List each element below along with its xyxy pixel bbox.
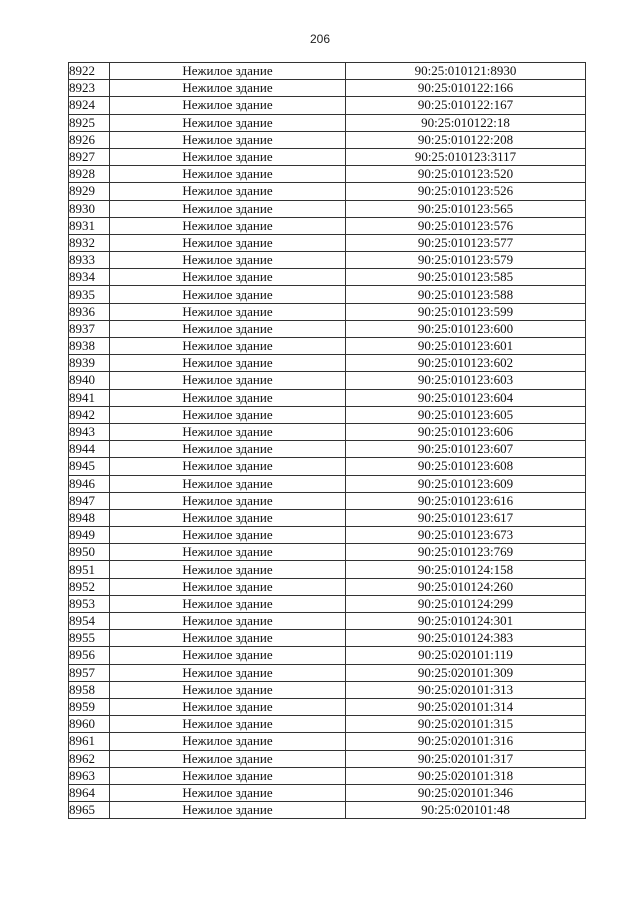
row-number-cell: 8951 xyxy=(69,561,110,578)
cadastral-number-cell: 90:25:020101:314 xyxy=(346,698,586,715)
object-type-cell: Нежилое здание xyxy=(110,166,346,183)
table-row xyxy=(69,492,586,509)
object-type-cell: Нежилое здание xyxy=(110,148,346,165)
table-row xyxy=(69,303,586,320)
cadastral-number-cell: 90:25:020101:318 xyxy=(346,767,586,784)
cadastral-number-cell: 90:25:020101:48 xyxy=(346,802,586,819)
object-type-cell: Нежилое здание xyxy=(110,492,346,509)
row-number-cell: 8944 xyxy=(69,441,110,458)
cadastral-number-cell: 90:25:010122:18 xyxy=(346,114,586,131)
object-type-cell: Нежилое здание xyxy=(110,750,346,767)
object-type-cell: Нежилое здание xyxy=(110,80,346,97)
object-type-cell: Нежилое здание xyxy=(110,664,346,681)
table-row xyxy=(69,389,586,406)
row-number-cell: 8956 xyxy=(69,647,110,664)
object-type-cell: Нежилое здание xyxy=(110,131,346,148)
cadastral-number-cell: 90:25:010123:601 xyxy=(346,338,586,355)
object-type-cell: Нежилое здание xyxy=(110,114,346,131)
row-number-cell: 8938 xyxy=(69,338,110,355)
object-type-cell: Нежилое здание xyxy=(110,269,346,286)
table-row xyxy=(69,681,586,698)
row-number-cell: 8922 xyxy=(69,63,110,80)
object-type-cell: Нежилое здание xyxy=(110,389,346,406)
row-number-cell: 8958 xyxy=(69,681,110,698)
row-number-cell: 8929 xyxy=(69,183,110,200)
table-row xyxy=(69,423,586,440)
row-number-cell: 8957 xyxy=(69,664,110,681)
table-row xyxy=(69,320,586,337)
row-number-cell: 8927 xyxy=(69,148,110,165)
row-number-cell: 8960 xyxy=(69,716,110,733)
row-number-cell: 8925 xyxy=(69,114,110,131)
table-row xyxy=(69,355,586,372)
table-row xyxy=(69,80,586,97)
table-row xyxy=(69,561,586,578)
object-type-cell: Нежилое здание xyxy=(110,527,346,544)
object-type-cell: Нежилое здание xyxy=(110,338,346,355)
row-number-cell: 8936 xyxy=(69,303,110,320)
object-type-cell: Нежилое здание xyxy=(110,630,346,647)
row-number-cell: 8942 xyxy=(69,406,110,423)
cadastral-number-cell: 90:25:010123:605 xyxy=(346,406,586,423)
row-number-cell: 8964 xyxy=(69,784,110,801)
cadastral-number-cell: 90:25:020101:316 xyxy=(346,733,586,750)
object-type-cell: Нежилое здание xyxy=(110,716,346,733)
cadastral-number-cell: 90:25:010123:599 xyxy=(346,303,586,320)
row-number-cell: 8931 xyxy=(69,217,110,234)
cadastral-number-cell: 90:25:010123:617 xyxy=(346,509,586,526)
row-number-cell: 8954 xyxy=(69,613,110,630)
cadastral-number-cell: 90:25:020101:309 xyxy=(346,664,586,681)
cadastral-number-cell: 90:25:010124:301 xyxy=(346,613,586,630)
row-number-cell: 8948 xyxy=(69,509,110,526)
table-row xyxy=(69,406,586,423)
object-type-cell: Нежилое здание xyxy=(110,63,346,80)
object-type-cell: Нежилое здание xyxy=(110,234,346,251)
object-type-cell: Нежилое здание xyxy=(110,97,346,114)
object-type-cell: Нежилое здание xyxy=(110,441,346,458)
cadastral-number-cell: 90:25:010123:520 xyxy=(346,166,586,183)
object-type-cell: Нежилое здание xyxy=(110,595,346,612)
row-number-cell: 8928 xyxy=(69,166,110,183)
row-number-cell: 8947 xyxy=(69,492,110,509)
row-number-cell: 8963 xyxy=(69,767,110,784)
cadastral-number-cell: 90:25:010123:602 xyxy=(346,355,586,372)
object-type-cell: Нежилое здание xyxy=(110,217,346,234)
cadastral-number-cell: 90:25:010123:609 xyxy=(346,475,586,492)
row-number-cell: 8959 xyxy=(69,698,110,715)
table-row xyxy=(69,475,586,492)
cadastral-number-cell: 90:25:010124:260 xyxy=(346,578,586,595)
cadastral-number-cell: 90:25:010123:608 xyxy=(346,458,586,475)
row-number-cell: 8933 xyxy=(69,252,110,269)
table-row xyxy=(69,458,586,475)
cadastral-number-cell: 90:25:010122:208 xyxy=(346,131,586,148)
registry-table-body xyxy=(69,63,586,819)
cadastral-number-cell: 90:25:010123:603 xyxy=(346,372,586,389)
cadastral-number-cell: 90:25:010121:8930 xyxy=(346,63,586,80)
row-number-cell: 8923 xyxy=(69,80,110,97)
row-number-cell: 8939 xyxy=(69,355,110,372)
table-row xyxy=(69,200,586,217)
object-type-cell: Нежилое здание xyxy=(110,372,346,389)
cadastral-number-cell: 90:25:010122:167 xyxy=(346,97,586,114)
table-row xyxy=(69,441,586,458)
cadastral-number-cell: 90:25:020101:317 xyxy=(346,750,586,767)
table-row xyxy=(69,716,586,733)
page-number: 206 xyxy=(309,32,331,46)
row-number-cell: 8955 xyxy=(69,630,110,647)
cadastral-number-cell: 90:25:020101:315 xyxy=(346,716,586,733)
row-number-cell: 8949 xyxy=(69,527,110,544)
row-number-cell: 8950 xyxy=(69,544,110,561)
object-type-cell: Нежилое здание xyxy=(110,406,346,423)
table-row xyxy=(69,509,586,526)
cadastral-number-cell: 90:25:010123:607 xyxy=(346,441,586,458)
object-type-cell: Нежилое здание xyxy=(110,767,346,784)
table-row xyxy=(69,750,586,767)
row-number-cell: 8946 xyxy=(69,475,110,492)
table-row xyxy=(69,97,586,114)
cadastral-number-cell: 90:25:010122:166 xyxy=(346,80,586,97)
table-row xyxy=(69,767,586,784)
object-type-cell: Нежилое здание xyxy=(110,303,346,320)
table-row xyxy=(69,613,586,630)
object-type-cell: Нежилое здание xyxy=(110,802,346,819)
cadastral-number-cell: 90:25:010124:299 xyxy=(346,595,586,612)
object-type-cell: Нежилое здание xyxy=(110,355,346,372)
object-type-cell: Нежилое здание xyxy=(110,613,346,630)
row-number-cell: 8952 xyxy=(69,578,110,595)
cadastral-number-cell: 90:25:010123:579 xyxy=(346,252,586,269)
table-row xyxy=(69,544,586,561)
object-type-cell: Нежилое здание xyxy=(110,320,346,337)
table-row xyxy=(69,733,586,750)
row-number-cell: 8937 xyxy=(69,320,110,337)
table-row xyxy=(69,252,586,269)
table-row xyxy=(69,647,586,664)
object-type-cell: Нежилое здание xyxy=(110,784,346,801)
table-row xyxy=(69,63,586,80)
registry-table xyxy=(68,62,586,819)
cadastral-number-cell: 90:25:010124:158 xyxy=(346,561,586,578)
table-row xyxy=(69,372,586,389)
table-row xyxy=(69,131,586,148)
object-type-cell: Нежилое здание xyxy=(110,200,346,217)
table-row xyxy=(69,217,586,234)
cadastral-number-cell: 90:25:010123:769 xyxy=(346,544,586,561)
row-number-cell: 8965 xyxy=(69,802,110,819)
object-type-cell: Нежилое здание xyxy=(110,578,346,595)
table-row xyxy=(69,338,586,355)
cadastral-number-cell: 90:25:010123:577 xyxy=(346,234,586,251)
row-number-cell: 8953 xyxy=(69,595,110,612)
cadastral-number-cell: 90:25:020101:346 xyxy=(346,784,586,801)
table-row xyxy=(69,664,586,681)
object-type-cell: Нежилое здание xyxy=(110,458,346,475)
table-row xyxy=(69,114,586,131)
cadastral-number-cell: 90:25:010123:604 xyxy=(346,389,586,406)
object-type-cell: Нежилое здание xyxy=(110,423,346,440)
row-number-cell: 8924 xyxy=(69,97,110,114)
table-row xyxy=(69,578,586,595)
cadastral-number-cell: 90:25:010124:383 xyxy=(346,630,586,647)
table-row xyxy=(69,148,586,165)
table-row xyxy=(69,269,586,286)
object-type-cell: Нежилое здание xyxy=(110,561,346,578)
table-row xyxy=(69,183,586,200)
object-type-cell: Нежилое здание xyxy=(110,475,346,492)
object-type-cell: Нежилое здание xyxy=(110,544,346,561)
cadastral-number-cell: 90:25:010123:3117 xyxy=(346,148,586,165)
cadastral-number-cell: 90:25:020101:313 xyxy=(346,681,586,698)
object-type-cell: Нежилое здание xyxy=(110,509,346,526)
object-type-cell: Нежилое здание xyxy=(110,698,346,715)
table-row xyxy=(69,802,586,819)
row-number-cell: 8961 xyxy=(69,733,110,750)
cadastral-number-cell: 90:25:010123:600 xyxy=(346,320,586,337)
object-type-cell: Нежилое здание xyxy=(110,681,346,698)
cadastral-number-cell: 90:25:010123:526 xyxy=(346,183,586,200)
table-row xyxy=(69,784,586,801)
row-number-cell: 8941 xyxy=(69,389,110,406)
cadastral-number-cell: 90:25:010123:673 xyxy=(346,527,586,544)
cadastral-number-cell: 90:25:010123:585 xyxy=(346,269,586,286)
table-row xyxy=(69,630,586,647)
cadastral-number-cell: 90:25:010123:606 xyxy=(346,423,586,440)
row-number-cell: 8934 xyxy=(69,269,110,286)
row-number-cell: 8926 xyxy=(69,131,110,148)
row-number-cell: 8932 xyxy=(69,234,110,251)
cadastral-number-cell: 90:25:010123:588 xyxy=(346,286,586,303)
object-type-cell: Нежилое здание xyxy=(110,286,346,303)
table-row xyxy=(69,698,586,715)
table-row xyxy=(69,595,586,612)
table-row xyxy=(69,166,586,183)
object-type-cell: Нежилое здание xyxy=(110,647,346,664)
row-number-cell: 8943 xyxy=(69,423,110,440)
cadastral-number-cell: 90:25:010123:565 xyxy=(346,200,586,217)
object-type-cell: Нежилое здание xyxy=(110,252,346,269)
row-number-cell: 8940 xyxy=(69,372,110,389)
row-number-cell: 8945 xyxy=(69,458,110,475)
table-row xyxy=(69,234,586,251)
cadastral-number-cell: 90:25:020101:119 xyxy=(346,647,586,664)
object-type-cell: Нежилое здание xyxy=(110,733,346,750)
cadastral-number-cell: 90:25:010123:576 xyxy=(346,217,586,234)
row-number-cell: 8930 xyxy=(69,200,110,217)
table-row xyxy=(69,527,586,544)
row-number-cell: 8935 xyxy=(69,286,110,303)
table-row xyxy=(69,286,586,303)
cadastral-number-cell: 90:25:010123:616 xyxy=(346,492,586,509)
row-number-cell: 8962 xyxy=(69,750,110,767)
object-type-cell: Нежилое здание xyxy=(110,183,346,200)
